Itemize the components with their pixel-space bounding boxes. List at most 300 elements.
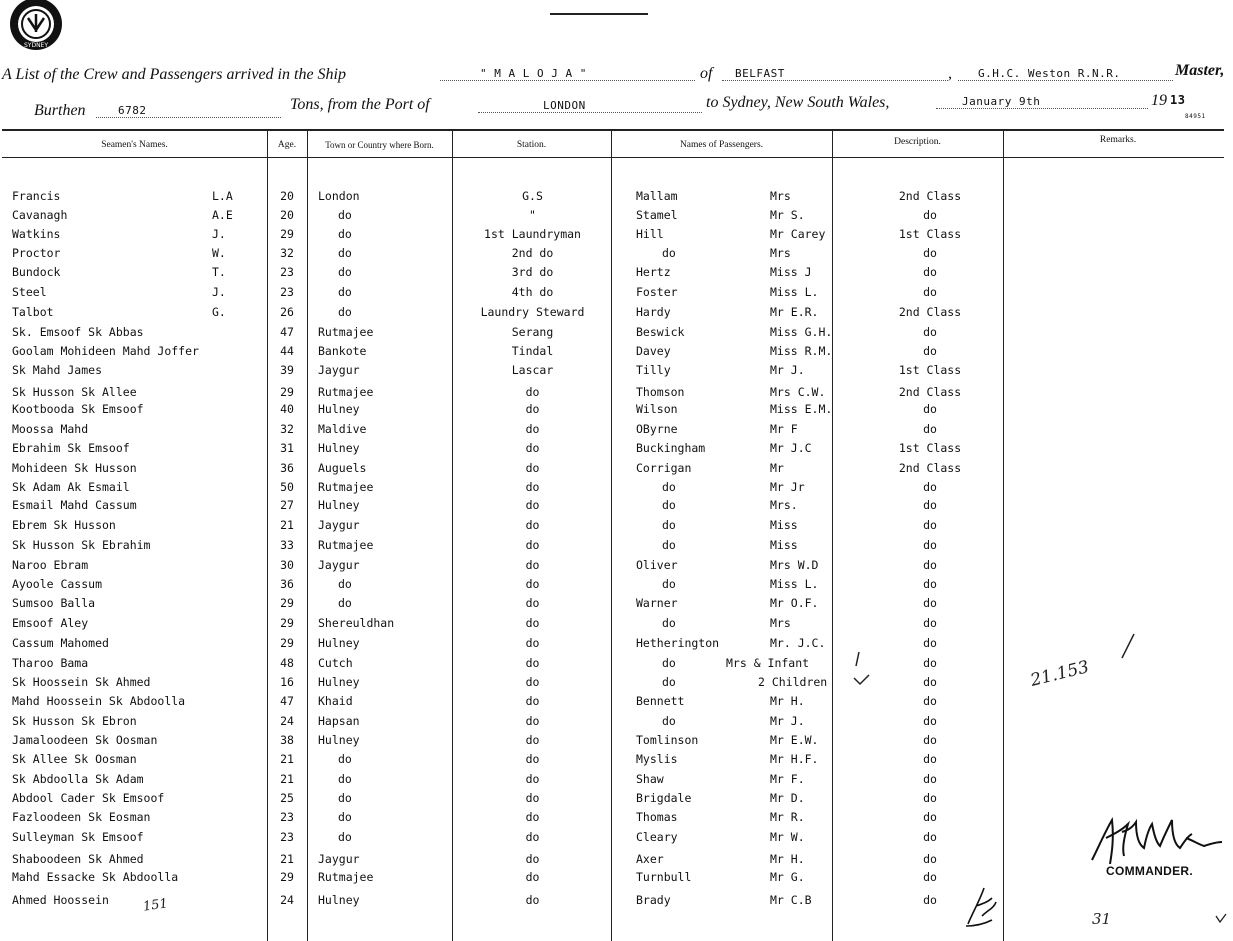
tons-label: Tons, from the Port of <box>290 96 430 113</box>
passenger-name: do <box>662 577 676 591</box>
seaman-age: 21 <box>280 852 294 866</box>
seaman-station: do <box>525 752 540 766</box>
header-line1-prefix: A List of the Crew and Passengers arrived in the Ship <box>2 66 346 83</box>
seaman-birthplace: Shereuldhan <box>318 616 395 630</box>
passenger-title: Mr G. <box>770 870 805 884</box>
seaman-birthplace: do <box>338 208 352 222</box>
seaman-station: do <box>525 538 540 552</box>
passenger-name: Wilson <box>636 402 678 416</box>
top-decoration-line <box>550 13 648 15</box>
seaman-name: Sulleyman Sk Emsoof <box>12 830 144 844</box>
seaman-station: do <box>525 791 540 805</box>
seaman-age: 47 <box>280 325 294 339</box>
seaman-age: 21 <box>280 518 294 532</box>
seaman-age: 31 <box>280 441 294 455</box>
page-number: 31 <box>1092 910 1112 928</box>
seaman-name: Shaboodeen Sk Ahmed <box>12 852 144 866</box>
seaman-birthplace: Jaygur <box>318 363 360 377</box>
seaman-age: 32 <box>280 246 294 260</box>
seaman-initials: A.E <box>212 208 233 222</box>
passenger-name: do <box>662 714 676 728</box>
seal-logo <box>2 0 70 58</box>
master-value: G.H.C. Weston R.N.R. <box>978 67 1121 80</box>
passenger-title: Mr E.R. <box>770 305 819 319</box>
seaman-name: Kootbooda Sk Emsoof <box>12 402 144 416</box>
passenger-name: Thomson <box>636 385 685 399</box>
passenger-name: Hetherington <box>636 636 720 650</box>
mark-151: 151 <box>142 896 169 915</box>
passenger-name: Tilly <box>636 363 671 377</box>
seaman-age: 32 <box>280 422 294 436</box>
seaman-age: 40 <box>280 402 294 416</box>
passenger-title: Mr Carey <box>770 227 826 241</box>
seaman-birthplace: do <box>338 752 352 766</box>
passenger-description: do <box>923 208 937 222</box>
col-header-station: Station. <box>516 140 547 150</box>
seaman-birthplace: Rutmajee <box>318 870 374 884</box>
seaman-age: 24 <box>280 714 294 728</box>
passenger-name: OByrne <box>636 422 678 436</box>
date-value: January 9th <box>962 95 1041 108</box>
seaman-station: do <box>525 498 540 512</box>
seaman-age: 29 <box>280 870 294 884</box>
seaman-name: Mahd Hoossein Sk Abdoolla <box>12 694 186 708</box>
seaman-birthplace: Hulney <box>318 675 360 689</box>
seaman-age: 33 <box>280 538 294 552</box>
seaman-age: 29 <box>280 636 294 650</box>
tick-mark <box>852 650 864 668</box>
passenger-name: Thomas <box>636 810 678 824</box>
seaman-age: 21 <box>280 772 294 786</box>
passenger-title: Mr W. <box>770 830 805 844</box>
passenger-name: do <box>662 538 676 552</box>
seaman-name: Moossa Mahd <box>12 422 89 436</box>
col-header-passengers: Names of Passengers. <box>679 140 764 150</box>
seaman-name: Fazloodeen Sk Eosman <box>12 810 151 824</box>
seaman-birthplace: do <box>338 305 352 319</box>
passenger-title: Mrs W.D <box>770 558 819 572</box>
seaman-age: 23 <box>280 810 294 824</box>
seaman-age: 27 <box>280 498 294 512</box>
seaman-name: Emsoof Aley <box>12 616 89 630</box>
passenger-title: Mr J. <box>770 714 805 728</box>
passenger-description: do <box>923 810 937 824</box>
passenger-description: do <box>923 616 937 630</box>
passenger-description: do <box>923 480 937 494</box>
seaman-initials: W. <box>212 246 226 260</box>
passenger-description: do <box>923 893 937 907</box>
seaman-birthplace: Cutch <box>318 656 353 670</box>
seaman-name: Mohideen Sk Husson <box>12 461 137 475</box>
burthen-value: 6782 <box>118 104 147 117</box>
seaman-station: do <box>525 772 540 786</box>
seaman-birthplace: Bankote <box>318 344 367 358</box>
seaman-name: Cavanagh <box>12 208 68 222</box>
seaman-age: 21 <box>280 752 294 766</box>
seaman-age: 38 <box>280 733 294 747</box>
passenger-description: do <box>923 344 937 358</box>
seaman-station: " <box>529 208 536 222</box>
seaman-name: Sk Mahd James <box>12 363 103 377</box>
passenger-name: Mallam <box>636 189 678 203</box>
form-number: 84951 <box>1185 113 1206 120</box>
seaman-birthplace: Rutmajee <box>318 385 374 399</box>
seaman-age: 25 <box>280 791 294 805</box>
passenger-description: do <box>923 325 937 339</box>
seaman-name: Goolam Mohideen Mahd Joffer <box>12 344 199 358</box>
passenger-name: Hardy <box>636 305 671 319</box>
master-label: Master, <box>1175 62 1225 79</box>
passenger-description: do <box>923 538 937 552</box>
seaman-initials: G. <box>212 305 226 319</box>
seaman-birthplace: Hulney <box>318 498 360 512</box>
seaman-name: Abdool Cader Sk Emsoof <box>12 791 165 805</box>
seaman-name: Sk Husson Sk Allee <box>12 385 137 399</box>
passenger-title: Mr O.F. <box>770 596 819 610</box>
seaman-birthplace: Auguels <box>318 461 367 475</box>
passenger-description: do <box>923 596 937 610</box>
seaman-name: Sk Hoossein Sk Ahmed <box>12 675 151 689</box>
seaman-age: 20 <box>280 208 294 222</box>
seaman-birthplace: do <box>338 596 352 610</box>
seaman-name: Ayoole Cassum <box>12 577 103 591</box>
passenger-title: Mr C.B <box>770 893 812 907</box>
passenger-name: do <box>662 656 676 670</box>
seaman-station: do <box>525 616 540 630</box>
seaman-station: do <box>525 441 540 455</box>
seaman-age: 29 <box>280 596 294 610</box>
seaman-station: do <box>525 518 540 532</box>
seaman-birthplace: Rutmajee <box>318 538 374 552</box>
seaman-name: Naroo Ebram <box>12 558 89 572</box>
passenger-name: Myslis <box>636 752 678 766</box>
burthen-label: Burthen <box>34 102 86 119</box>
seaman-birthplace: Hulney <box>318 636 360 650</box>
seaman-station: Tindal <box>511 344 554 358</box>
passenger-name: Stamel <box>636 208 678 222</box>
col-divider <box>307 130 308 941</box>
seaman-name: Talbot <box>12 305 54 319</box>
passenger-description: 2nd Class <box>898 385 962 399</box>
seaman-initials: L.A <box>212 189 233 203</box>
passenger-description: 2nd Class <box>898 305 962 319</box>
passenger-description: do <box>923 752 937 766</box>
seaman-station: do <box>525 675 540 689</box>
passenger-title: Mr H. <box>770 852 805 866</box>
seaman-birthplace: Rutmajee <box>318 480 374 494</box>
seaman-birthplace: Jaygur <box>318 558 360 572</box>
passenger-title: Miss G.H. <box>770 325 833 339</box>
dotted-leader <box>722 80 948 81</box>
seaman-station: do <box>525 810 540 824</box>
seaman-name: Sumsoo Balla <box>12 596 96 610</box>
passenger-name: Foster <box>636 285 678 299</box>
seaman-station: 1st Laundryman <box>484 227 581 241</box>
seaman-birthplace: Hulney <box>318 402 360 416</box>
seaman-age: 23 <box>280 830 294 844</box>
col-header-remarks: Remarks. <box>1099 135 1137 145</box>
seaman-station: do <box>525 636 540 650</box>
passenger-title: Mr F. <box>770 772 805 786</box>
passenger-description: do <box>923 285 937 299</box>
seaman-name: Ebrahim Sk Emsoof <box>12 441 130 455</box>
commander-signature <box>1088 808 1224 868</box>
passenger-description: do <box>923 772 937 786</box>
seaman-initials: T. <box>212 265 226 279</box>
passenger-title: Miss R.M. <box>770 344 833 358</box>
seaman-birthplace: Rutmajee <box>318 325 374 339</box>
passenger-description: do <box>923 656 937 670</box>
seaman-birthplace: Hulney <box>318 441 360 455</box>
dotted-leader <box>440 80 695 81</box>
seaman-birthplace: do <box>338 227 352 241</box>
of-value: BELFAST <box>735 67 785 80</box>
passenger-title: Mr R. <box>770 810 805 824</box>
seaman-age: 29 <box>280 616 294 630</box>
seaman-name: Sk Husson Sk Ebrahim <box>12 538 151 552</box>
seaman-station: do <box>525 893 540 907</box>
initials-mark <box>962 880 1002 930</box>
passenger-name: Bennett <box>636 694 685 708</box>
seaman-station: do <box>525 461 540 475</box>
seaman-name: Sk Allee Sk Oosman <box>12 752 137 766</box>
seaman-birthplace: Maldive <box>318 422 367 436</box>
commander-label: COMMANDER. <box>1106 864 1193 878</box>
dotted-leader <box>958 80 1173 81</box>
seaman-birthplace: Khaid <box>318 694 353 708</box>
seaman-name: Francis <box>12 189 61 203</box>
svg-text:SYDNEY: SYDNEY <box>23 42 49 49</box>
passenger-title: Miss <box>770 538 798 552</box>
passenger-description: do <box>923 694 937 708</box>
passenger-name: do <box>662 246 676 260</box>
passenger-description: do <box>923 852 937 866</box>
seaman-name: Sk Abdoolla Sk Adam <box>12 772 144 786</box>
seaman-station: do <box>525 577 540 591</box>
seaman-station: do <box>525 694 540 708</box>
seaman-name: Esmail Mahd Cassum <box>12 498 137 512</box>
passenger-name: do <box>662 480 676 494</box>
seaman-birthplace: Hulney <box>318 733 360 747</box>
seaman-age: 23 <box>280 285 294 299</box>
seaman-station: do <box>525 870 540 884</box>
passenger-name: do <box>662 616 676 630</box>
passenger-title: Mrs C.W. <box>770 385 826 399</box>
passenger-title: Mr D. <box>770 791 805 805</box>
seaman-birthplace: do <box>338 810 352 824</box>
port-value: LONDON <box>543 99 586 112</box>
seaman-station: do <box>525 733 540 747</box>
passenger-name: Oliver <box>636 558 678 572</box>
seaman-age: 47 <box>280 694 294 708</box>
passenger-name: Buckingham <box>636 441 706 455</box>
seaman-birthplace: do <box>338 285 352 299</box>
table-header-rule <box>2 157 1224 158</box>
passenger-title: Mrs <box>770 616 791 630</box>
passenger-description: 1st Class <box>898 363 962 377</box>
seaman-age: 36 <box>280 461 294 475</box>
col-header-description: Description. <box>894 137 941 147</box>
corner-mark <box>1214 912 1228 926</box>
seaman-station: 2nd do <box>511 246 554 260</box>
seaman-birthplace: Hapsan <box>318 714 360 728</box>
seaman-station: do <box>525 385 540 399</box>
passenger-name: Warner <box>636 596 678 610</box>
seaman-station: do <box>525 596 540 610</box>
seaman-name: Steel <box>12 285 47 299</box>
seaman-age: 48 <box>280 656 294 670</box>
seaman-name: Sk Husson Sk Ebron <box>12 714 137 728</box>
seaman-age: 39 <box>280 363 294 377</box>
passenger-description: do <box>923 558 937 572</box>
tick-mark <box>852 672 872 688</box>
passenger-title: Mr Jr <box>770 480 805 494</box>
passenger-description: do <box>923 518 937 532</box>
passenger-name: Cleary <box>636 830 678 844</box>
ship-name: " M A L O J A " <box>480 67 587 80</box>
seaman-birthplace: Jaygur <box>318 518 360 532</box>
seaman-age: 36 <box>280 577 294 591</box>
seaman-age: 20 <box>280 189 294 203</box>
dotted-leader <box>478 112 702 113</box>
passenger-description: do <box>923 714 937 728</box>
seaman-age: 29 <box>280 227 294 241</box>
seaman-birthplace: do <box>338 791 352 805</box>
passenger-name: Beswick <box>636 325 685 339</box>
seaman-age: 23 <box>280 265 294 279</box>
passenger-title: Mr F <box>770 422 798 436</box>
passenger-name: Brigdale <box>636 791 692 805</box>
col-header-age: Age. <box>277 140 297 150</box>
passenger-name: Axer <box>636 852 664 866</box>
year-prefix: 19 <box>1151 92 1167 109</box>
remark-number: 21.153 <box>1028 657 1092 691</box>
seaman-station: do <box>525 402 540 416</box>
seaman-name: Ahmed Hoossein <box>12 893 109 907</box>
passenger-title: Mr H.F. <box>770 752 819 766</box>
seaman-age: 24 <box>280 893 294 907</box>
passenger-name: Turnbull <box>636 870 692 884</box>
passenger-description: do <box>923 577 937 591</box>
passenger-name: do <box>662 675 676 689</box>
seaman-birthplace: do <box>338 772 352 786</box>
seaman-name: Proctor <box>12 246 61 260</box>
seaman-birthplace: do <box>338 830 352 844</box>
passenger-title: Miss E.M. <box>770 402 833 416</box>
passenger-title: Mrs. <box>770 498 798 512</box>
seaman-station: do <box>525 480 540 494</box>
seaman-initials: J. <box>212 227 226 241</box>
passenger-name: Corrigan <box>636 461 692 475</box>
seaman-name: Mahd Essacke Sk Abdoolla <box>12 870 179 884</box>
seaman-station: do <box>525 852 540 866</box>
dotted-leader <box>936 108 1148 109</box>
seaman-station: do <box>525 714 540 728</box>
year-suffix: 13 <box>1170 93 1186 107</box>
passenger-description: 2nd Class <box>898 189 962 203</box>
passenger-description: do <box>923 791 937 805</box>
seaman-birthplace: do <box>338 246 352 260</box>
passenger-description: do <box>923 675 937 689</box>
of-label: of <box>700 65 713 82</box>
seaman-station: do <box>525 656 540 670</box>
passenger-description: 2nd Class <box>898 461 962 475</box>
seaman-age: 29 <box>280 385 294 399</box>
passenger-name: do <box>662 498 676 512</box>
seaman-birthplace: London <box>318 189 360 203</box>
seaman-station: do <box>525 422 540 436</box>
seaman-name: Jamaloodeen Sk Oosman <box>12 733 158 747</box>
seaman-station: Serang <box>511 325 554 339</box>
passenger-title: Mr J.C <box>770 441 812 455</box>
seaman-age: 44 <box>280 344 294 358</box>
seaman-age: 30 <box>280 558 294 572</box>
seaman-name: Sk. Emsoof Sk Abbas <box>12 325 144 339</box>
passenger-title: Miss <box>770 518 798 532</box>
seaman-station: Laundry Steward <box>480 305 585 319</box>
passenger-name: Davey <box>636 344 671 358</box>
seaman-initials: J. <box>212 285 226 299</box>
passenger-title: 2 Children <box>758 675 828 689</box>
seaman-station: 3rd do <box>511 265 554 279</box>
passenger-description: do <box>923 265 937 279</box>
seaman-name: Watkins <box>12 227 61 241</box>
passenger-title: Mr H. <box>770 694 805 708</box>
passenger-name: Shaw <box>636 772 664 786</box>
seaman-name: Tharoo Bama <box>12 656 89 670</box>
seaman-age: 16 <box>280 675 294 689</box>
seaman-station: G.S <box>522 189 543 203</box>
seaman-birthplace: Hulney <box>318 893 360 907</box>
passenger-title: Mr S. <box>770 208 805 222</box>
passenger-title: Mr <box>770 461 784 475</box>
passenger-name: Brady <box>636 893 671 907</box>
passenger-name: Hertz <box>636 265 671 279</box>
passenger-description: do <box>923 402 937 416</box>
passenger-description: do <box>923 870 937 884</box>
dotted-leader <box>96 117 281 118</box>
passenger-title: Mr E.W. <box>770 733 819 747</box>
passenger-description: do <box>923 733 937 747</box>
seaman-birthplace: do <box>338 265 352 279</box>
passenger-name: Tomlinson <box>636 733 699 747</box>
col-divider <box>1003 130 1004 941</box>
passenger-name: Hill <box>636 227 664 241</box>
seaman-station: Lascar <box>511 363 554 377</box>
passenger-description: do <box>923 246 937 260</box>
passenger-description: 1st Class <box>898 227 962 241</box>
passenger-title: Mrs <box>770 246 791 260</box>
passenger-name: do <box>662 518 676 532</box>
col-header-town: Town or Country where Born. <box>325 140 434 150</box>
passenger-title: Mr J. <box>770 363 805 377</box>
seaman-station: do <box>525 830 540 844</box>
passenger-title: Mrs & Infant <box>726 656 810 670</box>
passenger-title: Mrs <box>770 189 791 203</box>
seaman-age: 50 <box>280 480 294 494</box>
passenger-description: do <box>923 830 937 844</box>
passenger-title: Mr. J.C. <box>770 636 826 650</box>
passenger-title: Miss J <box>770 265 812 279</box>
seaman-age: 26 <box>280 305 294 319</box>
seaman-station: 4th do <box>511 285 554 299</box>
seaman-birthplace: Jaygur <box>318 852 360 866</box>
seaman-name: Cassum Mahomed <box>12 636 109 650</box>
passenger-description: do <box>923 498 937 512</box>
col-divider <box>611 130 612 941</box>
seaman-name: Ebrem Sk Husson <box>12 518 116 532</box>
passenger-description: do <box>923 636 937 650</box>
